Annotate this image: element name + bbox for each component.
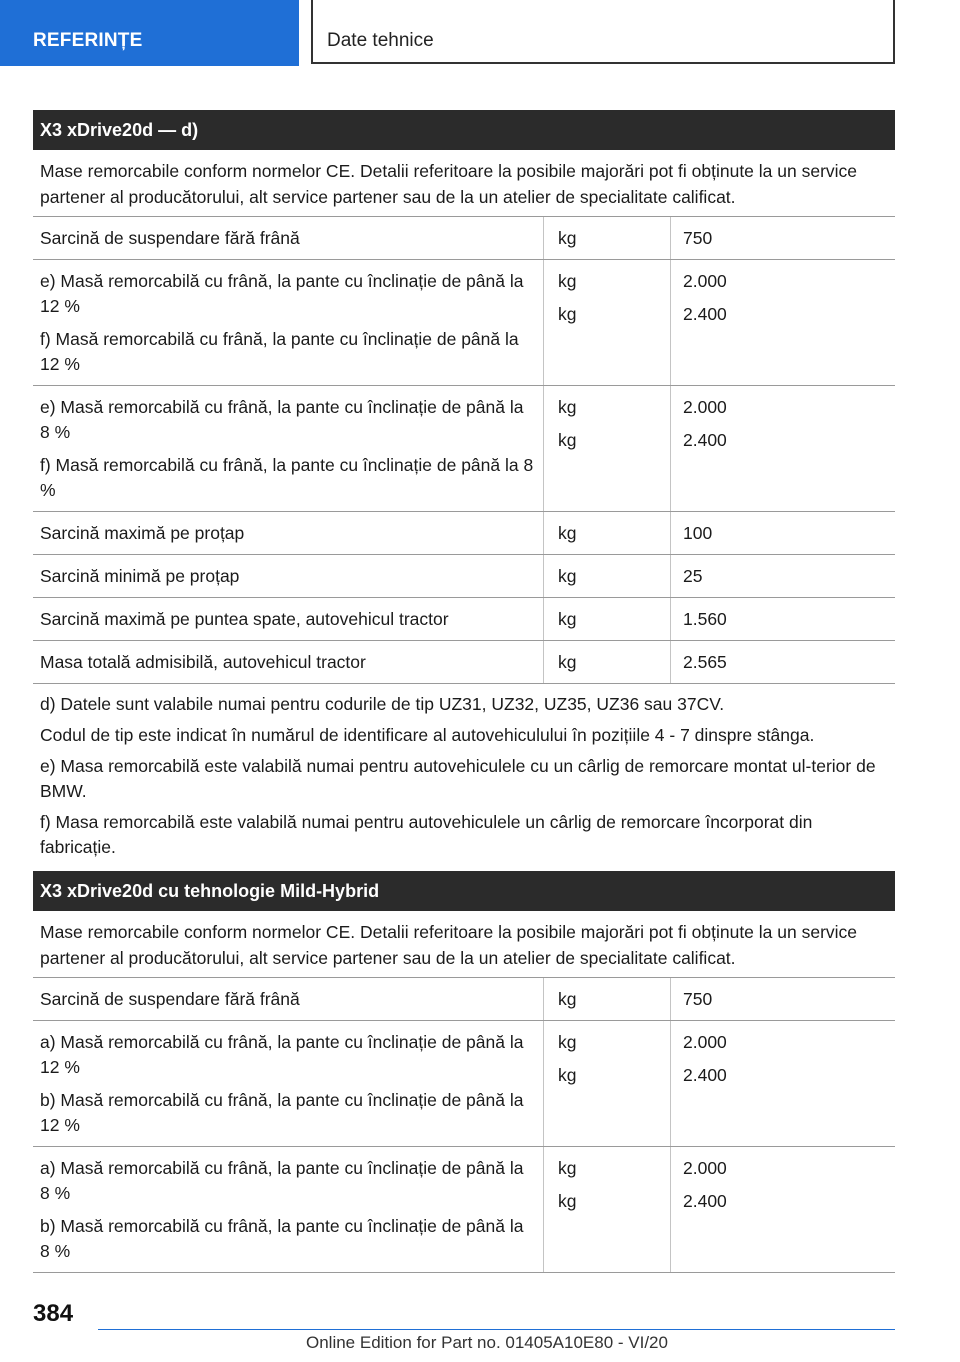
footer-divider	[98, 1329, 895, 1330]
unit-cell-text: kg	[558, 304, 577, 324]
value-cell	[670, 598, 895, 640]
unit-cell-text: kg	[558, 523, 577, 543]
unit-cell-text: kg	[558, 566, 577, 586]
unit-cell	[543, 598, 670, 640]
table-row	[33, 1021, 895, 1147]
table-row	[33, 386, 895, 512]
label-cell-text: f) Masă remorcabilă cu frână, la pante cu înclinație de până la 12 %	[40, 329, 519, 374]
label-cell	[33, 555, 543, 597]
value-cell-text: 750	[683, 228, 713, 248]
label-cell	[33, 512, 543, 554]
label-cell-text: Sarcină maximă pe puntea spate, autovehicul tractor	[40, 609, 449, 629]
table-row	[33, 555, 895, 598]
unit-cell-text: kg	[558, 1065, 577, 1085]
unit-cell	[543, 217, 670, 259]
value-cell-text: 2.565	[683, 652, 727, 672]
unit-cell	[543, 1021, 670, 1146]
value-cell-text: 2.400	[683, 1191, 727, 1211]
value-cell-text: 2.400	[683, 430, 727, 450]
unit-cell-text: kg	[558, 652, 577, 672]
unit-cell	[543, 978, 670, 1020]
page-title: Date tehnice	[311, 0, 895, 64]
label-cell-text: e) Masă remorcabilă cu frână, la pante cu înclinație de până la 12 %	[40, 271, 524, 316]
value-cell-text: 750	[683, 989, 713, 1009]
value-cell-text: 2.400	[683, 1065, 727, 1085]
value-cell	[670, 386, 895, 511]
section-tab[interactable]: REFERINȚE	[0, 0, 299, 66]
value-cell	[670, 260, 895, 385]
page-number: 384	[33, 1300, 74, 1327]
value-cell-text: 100	[683, 523, 713, 543]
value-cell	[670, 1021, 895, 1146]
label-cell	[33, 641, 543, 683]
unit-cell-text: kg	[558, 228, 577, 248]
table-row	[33, 512, 895, 555]
label-cell-text: Sarcină minimă pe proțap	[40, 566, 240, 586]
table-row	[33, 1147, 895, 1273]
label-cell-text: Sarcină de suspendare fără frână	[40, 989, 300, 1009]
value-cell	[670, 217, 895, 259]
footnote: f) Masa remorcabilă este valabilă numai pentru autovehiculele un cârlig de remorcare încorporat din fabricație.	[40, 812, 813, 857]
table-row	[33, 641, 895, 684]
unit-cell	[543, 555, 670, 597]
value-cell	[670, 555, 895, 597]
unit-cell-text: kg	[558, 1191, 577, 1211]
footnote: Codul de tip este indicat în numărul de identificare al autovehiculului în pozițiile 4 - 7 dinspre stânga.	[40, 725, 815, 745]
top-bar	[0, 0, 960, 66]
unit-cell-text: kg	[558, 271, 577, 291]
unit-cell-text: kg	[558, 1032, 577, 1052]
table-row	[33, 598, 895, 641]
table-row	[33, 978, 895, 1021]
label-cell-text: f) Masă remorcabilă cu frână, la pante cu înclinație de până la 8 %	[40, 455, 534, 500]
label-cell	[33, 978, 543, 1020]
unit-cell-text: kg	[558, 397, 577, 417]
section-title: X3 xDrive20d — d)	[33, 110, 895, 150]
unit-cell-text: kg	[558, 1158, 577, 1178]
section-title: X3 xDrive20d cu tehnologie Mild-Hybrid	[33, 871, 895, 911]
label-cell	[33, 1147, 543, 1272]
value-cell-text: 25	[683, 566, 703, 586]
label-cell-text: e) Masă remorcabilă cu frână, la pante cu înclinație de până la 8 %	[40, 397, 524, 442]
value-cell	[670, 512, 895, 554]
label-cell-text: b) Masă remorcabilă cu frână, la pante cu înclinație de până la 12 %	[40, 1090, 524, 1135]
label-cell-text: Sarcină de suspendare fără frână	[40, 228, 300, 248]
unit-cell	[543, 386, 670, 511]
footnotes	[33, 684, 895, 873]
value-cell-text: 2.400	[683, 304, 727, 324]
label-cell-text: Sarcină maximă pe proțap	[40, 523, 245, 543]
footnote: e) Masa remorcabilă este valabilă numai pentru autovehiculele cu un cârlig de remorcare montat ul-terior de BMW.	[40, 756, 876, 801]
value-cell	[670, 641, 895, 683]
label-cell	[33, 260, 543, 385]
unit-cell-text: kg	[558, 609, 577, 629]
label-cell-text: a) Masă remorcabilă cu frână, la pante cu înclinație de până la 12 %	[40, 1032, 524, 1077]
label-cell	[33, 598, 543, 640]
table-row	[33, 217, 895, 260]
section-x3-xdrive20d	[33, 110, 895, 873]
label-cell-text: Masa totală admisibilă, autovehicul tractor	[40, 652, 366, 672]
unit-cell	[543, 512, 670, 554]
label-cell	[33, 1021, 543, 1146]
section-intro: Mase remorcabile conform normelor CE. Detalii referitoare la posibile majorări pot fi obținute la un service partener al producătorului, alt service partener sau de la un atelier de specialitate calificat.	[33, 150, 895, 217]
label-cell-text: b) Masă remorcabilă cu frână, la pante cu înclinație de până la 8 %	[40, 1216, 524, 1261]
section-x3-xdrive20d-mild-hybrid	[33, 871, 895, 1273]
edition-footer: Online Edition for Part no. 01405A10E80 - VI/20	[306, 1333, 668, 1352]
value-cell-text: 2.000	[683, 1158, 727, 1178]
value-cell	[670, 978, 895, 1020]
value-cell-text: 2.000	[683, 397, 727, 417]
label-cell	[33, 217, 543, 259]
value-cell	[670, 1147, 895, 1272]
label-cell-text: a) Masă remorcabilă cu frână, la pante cu înclinație de până la 8 %	[40, 1158, 524, 1203]
unit-cell	[543, 641, 670, 683]
value-cell-text: 2.000	[683, 271, 727, 291]
section-intro: Mase remorcabile conform normelor CE. Detalii referitoare la posibile majorări pot fi obținute la un service partener al producătorului, alt service partener sau de la un atelier de specialitate calificat.	[33, 911, 895, 978]
footnote: d) Datele sunt valabile numai pentru codurile de tip UZ31, UZ32, UZ35, UZ36 sau 37CV.	[40, 694, 725, 714]
unit-cell	[543, 1147, 670, 1272]
unit-cell	[543, 260, 670, 385]
unit-cell-text: kg	[558, 430, 577, 450]
value-cell-text: 1.560	[683, 609, 727, 629]
label-cell	[33, 386, 543, 511]
table-row	[33, 260, 895, 386]
unit-cell-text: kg	[558, 989, 577, 1009]
value-cell-text: 2.000	[683, 1032, 727, 1052]
